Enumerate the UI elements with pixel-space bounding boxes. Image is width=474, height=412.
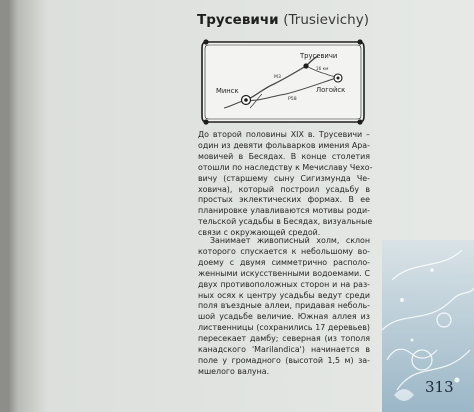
- text-line: поле у громадного (высотой 1,5 м) за-: [198, 355, 370, 365]
- text-line: До второй половины XIX в. Трусевичи –: [198, 130, 370, 139]
- text-line: пересекает дамбу; северная (из тополя: [198, 334, 370, 344]
- trusevichi-marker: [303, 63, 308, 68]
- paragraph-estate: [198, 236, 370, 378]
- text-line: Занимает живописный холм, склон: [210, 236, 370, 245]
- text-line: мшелого валуна.: [198, 366, 270, 376]
- text-line: связи с окружающей средой.: [198, 228, 321, 238]
- text-line: поля въездные аллеи, придавая неболь-: [198, 301, 370, 311]
- text-line: шой усадьбе величие. Южная аллея из: [198, 312, 370, 322]
- paragraph-history: [198, 130, 373, 239]
- map-road-mark-m3: M3: [274, 75, 281, 80]
- text-line: доему с двумя симметрично располо-: [198, 257, 370, 267]
- title-russian: Трусевичи: [197, 12, 279, 28]
- text-line: которого спускается к небольшому во-: [198, 246, 370, 256]
- text-line: лиственницы (сохранились 17 деревьев): [198, 323, 370, 333]
- title-latin: (Trusievichy): [283, 12, 369, 28]
- map-road-mark-p58: P58: [288, 97, 297, 102]
- map-label-logoysk: Логойск: [316, 86, 346, 94]
- text-line: канадского 'Marilandica') начинается в: [198, 345, 370, 355]
- map-road-mark-distance: 16 км: [316, 66, 329, 71]
- page-number: 313: [425, 378, 454, 396]
- location-map: [198, 38, 368, 126]
- text-line: простых эклектических формах. В ее: [198, 195, 370, 205]
- text-line: отошли по наследству к Мечиславу Чехо-: [198, 162, 373, 172]
- text-line: ховича), который построил усадьбу в: [198, 184, 370, 194]
- text-line: тельской усадьбы в Бесядах, визуальные: [198, 217, 373, 227]
- text-line: женными искусственными водоемами. С: [198, 268, 370, 278]
- text-line: планировке улавливаются мотивы роди-: [198, 206, 370, 216]
- page-title: [197, 12, 369, 28]
- text-line: вичу (старшему сыну Сигизмунда Че-: [198, 173, 370, 183]
- map-label-trusevichi: Трусевичи: [300, 52, 338, 60]
- map-label-minsk: Минск: [216, 87, 239, 95]
- text-line: двух противоположных сторон и на раз-: [198, 279, 370, 289]
- text-line: мовичей в Бесядах. В конце столетия: [198, 151, 370, 161]
- text-line: один из девяти фольварков имения Ара-: [198, 140, 370, 150]
- text-line: ных осях к центру усадьбы ведут среди: [198, 290, 370, 300]
